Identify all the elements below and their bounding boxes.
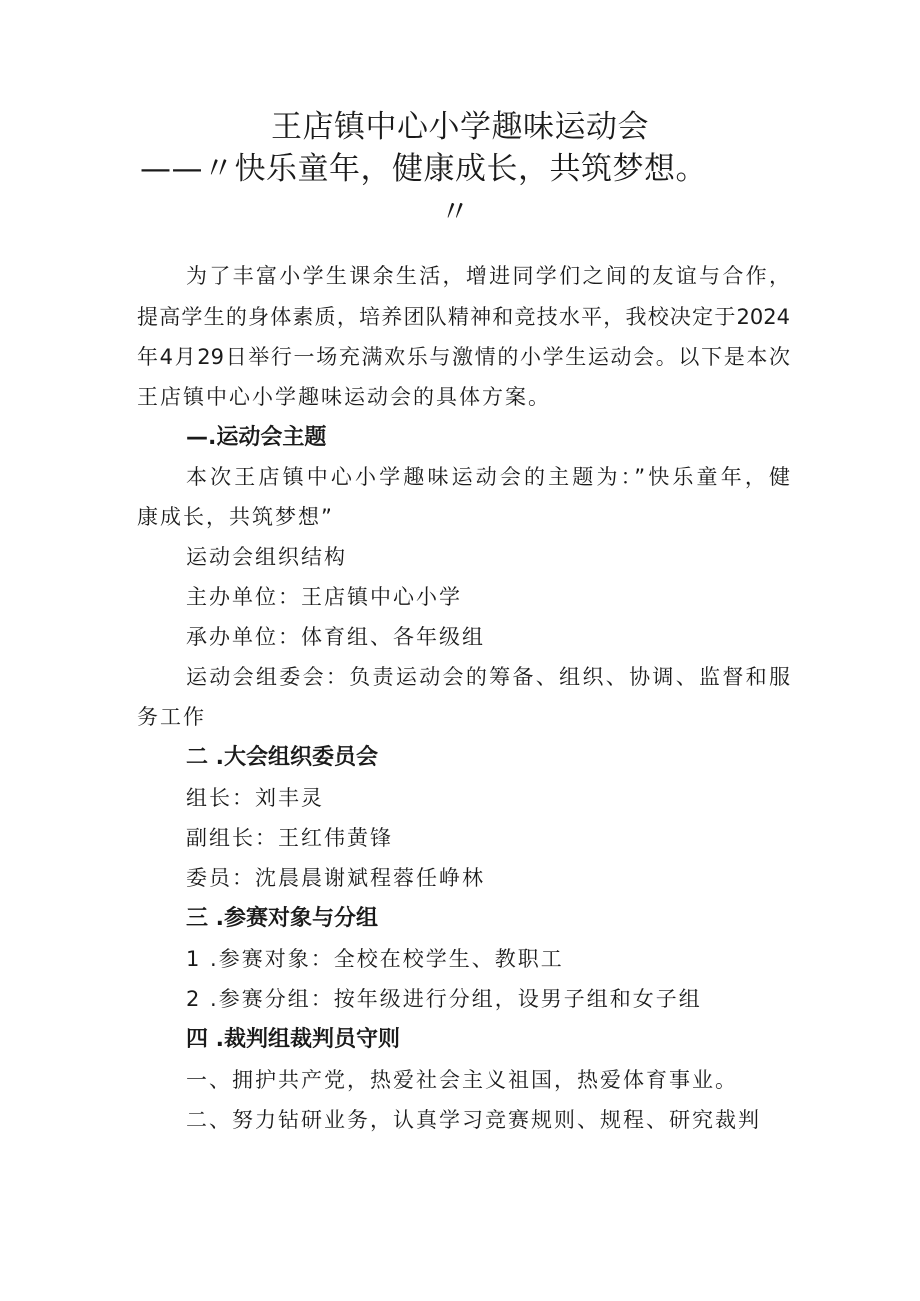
referee-rule-2: 二、努力钻研业务，认真学习竞赛规则、规程、研究裁判: [186, 1108, 761, 1132]
committee-line-1: 运动会组委会：负责运动会的筹备、组织、协调、监督和服: [186, 665, 790, 689]
committee-vice-leader: 副组长：王红伟黄锋: [186, 826, 393, 850]
document-title: 王店镇中心小学趣味运动会: [271, 109, 649, 145]
theme-line-1: 本次王店镇中心小学趣味运动会的主题为：”快乐童年，健: [186, 465, 790, 489]
section-heading-theme: —.运动会主题: [186, 425, 327, 450]
section-heading-committee: 二 .大会组织委员会: [186, 745, 379, 770]
intro-line-3: 年4月29日举行一场充满欢乐与激情的小学生运动会。以下是本次: [137, 345, 790, 369]
participants-item-1: 1 .参赛对象：全校在校学生、教职工: [186, 947, 564, 971]
committee-leader: 组长：刘丰灵: [186, 786, 324, 810]
host-unit: 主办单位：王店镇中心小学: [186, 585, 462, 609]
section-heading-referee-rules: 四 .裁判组裁判员守则: [186, 1027, 401, 1052]
organizer-unit: 承办单位：体育组、各年级组: [186, 625, 485, 649]
intro-line-4: 王店镇中心小学趣味运动会的具体方案。: [137, 385, 551, 409]
participants-item-2: 2 .参赛分组：按年级进行分组，设男子组和女子组: [186, 987, 702, 1011]
intro-line-1: 为了丰富小学生课余生活，增进同学们之间的友谊与合作，: [186, 264, 790, 288]
document-subtitle: ——〃快乐童年，健康成长，共筑梦想。: [140, 151, 707, 187]
committee-line-2: 务工作: [137, 705, 206, 729]
document-subtitle-continuation: 〃: [440, 195, 471, 230]
org-structure-label: 运动会组织结构: [186, 545, 347, 569]
committee-members: 委员：沈晨晨谢斌程蓉任峥林: [186, 866, 485, 890]
theme-line-2: 康成长，共筑梦想”: [137, 505, 334, 529]
referee-rule-1: 一、拥护共产党，热爱社会主义祖国，热爱体育事业。: [186, 1068, 738, 1092]
section-heading-participants: 三 .参赛对象与分组: [186, 906, 379, 931]
intro-line-2: 提高学生的身体素质，培养团队精神和竞技水平，我校决定于2024: [137, 305, 790, 329]
